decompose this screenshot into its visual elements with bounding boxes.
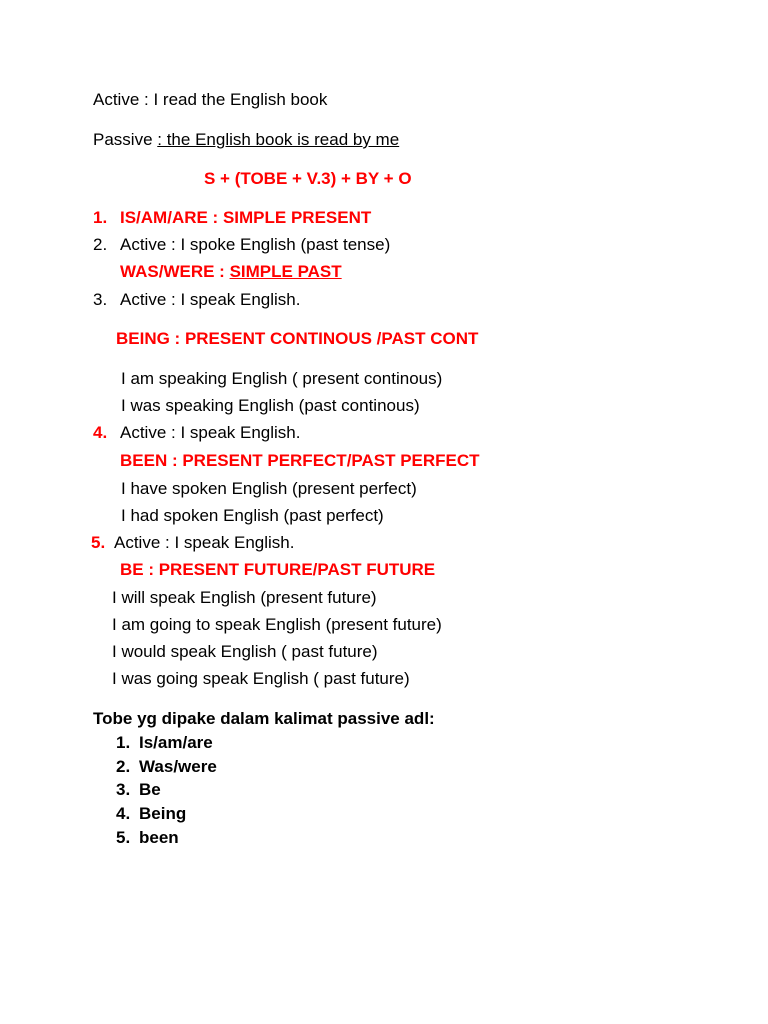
summary-item-number: 1. [116,733,131,752]
summary-item-label: Is/am/are [139,733,213,752]
active-example-text: Active : I read the English book [93,90,328,109]
item-5-number: 5. [91,533,106,552]
summary-item [116,779,161,801]
summary-item [116,803,186,825]
summary-item-label: Was/were [139,757,217,776]
example-was-going-speak: I was going speak English ( past future) [112,669,410,688]
summary-item-number: 2. [116,757,131,776]
simple-past-label: SIMPLE PAST [229,262,342,281]
item-4-text: Active : I speak English. [120,423,301,442]
summary-item-label: Being [139,804,187,823]
be-heading: BE : PRESENT FUTURE/PAST FUTURE [120,560,436,579]
example-present-perfect: I have spoken English (present perfect) [121,479,417,498]
example-past-perfect: I had spoken English (past perfect) [121,506,384,525]
passive-label: Passive [93,130,153,149]
item-1-text: IS/AM/ARE : SIMPLE PRESENT [120,208,372,227]
item-2-text: Active : I spoke English (past tense) [120,235,391,254]
was-were-heading [120,261,342,283]
summary-item-number: 5. [116,828,131,847]
item-1-number: 1. [93,208,108,227]
summary-item-number: 3. [116,780,131,799]
example-going-to-speak: I am going to speak English (present future) [112,615,442,634]
example-would-speak: I would speak English ( past future) [112,642,378,661]
passive-example-line [93,129,399,151]
active-example-line [93,89,327,111]
summary-item-number: 4. [116,804,131,823]
summary-item [116,827,179,849]
item-3-text: Active : I speak English. [120,290,301,309]
example-present-continous: I am speaking English ( present continous) [121,369,443,388]
item-2 [93,234,390,256]
item-5 [91,532,294,554]
item-1 [93,207,371,229]
passive-example-text: : the English book is read by me [157,130,400,149]
item-3-number: 3. [93,290,108,309]
passive-formula: S + (TOBE + V.3) + BY + O [204,169,412,188]
being-heading: BEING : PRESENT CONTINOUS /PAST CONT [116,329,479,348]
item-4 [93,422,300,444]
item-3 [93,289,300,311]
summary-title: Tobe yg dipake dalam kalimat passive adl: [93,709,435,728]
summary-item-label: Be [139,780,161,799]
was-were-label: WAS/WERE : [120,262,230,281]
been-heading: BEEN : PRESENT PERFECT/PAST PERFECT [120,451,480,470]
item-2-number: 2. [93,235,108,254]
item-4-number: 4. [93,423,108,442]
example-will-speak: I will speak English (present future) [112,588,377,607]
summary-item [116,756,217,778]
summary-item-label: been [139,828,179,847]
item-5-text: Active : I speak English. [114,533,295,552]
example-past-continous: I was speaking English (past continous) [121,396,420,415]
summary-item [116,732,213,754]
